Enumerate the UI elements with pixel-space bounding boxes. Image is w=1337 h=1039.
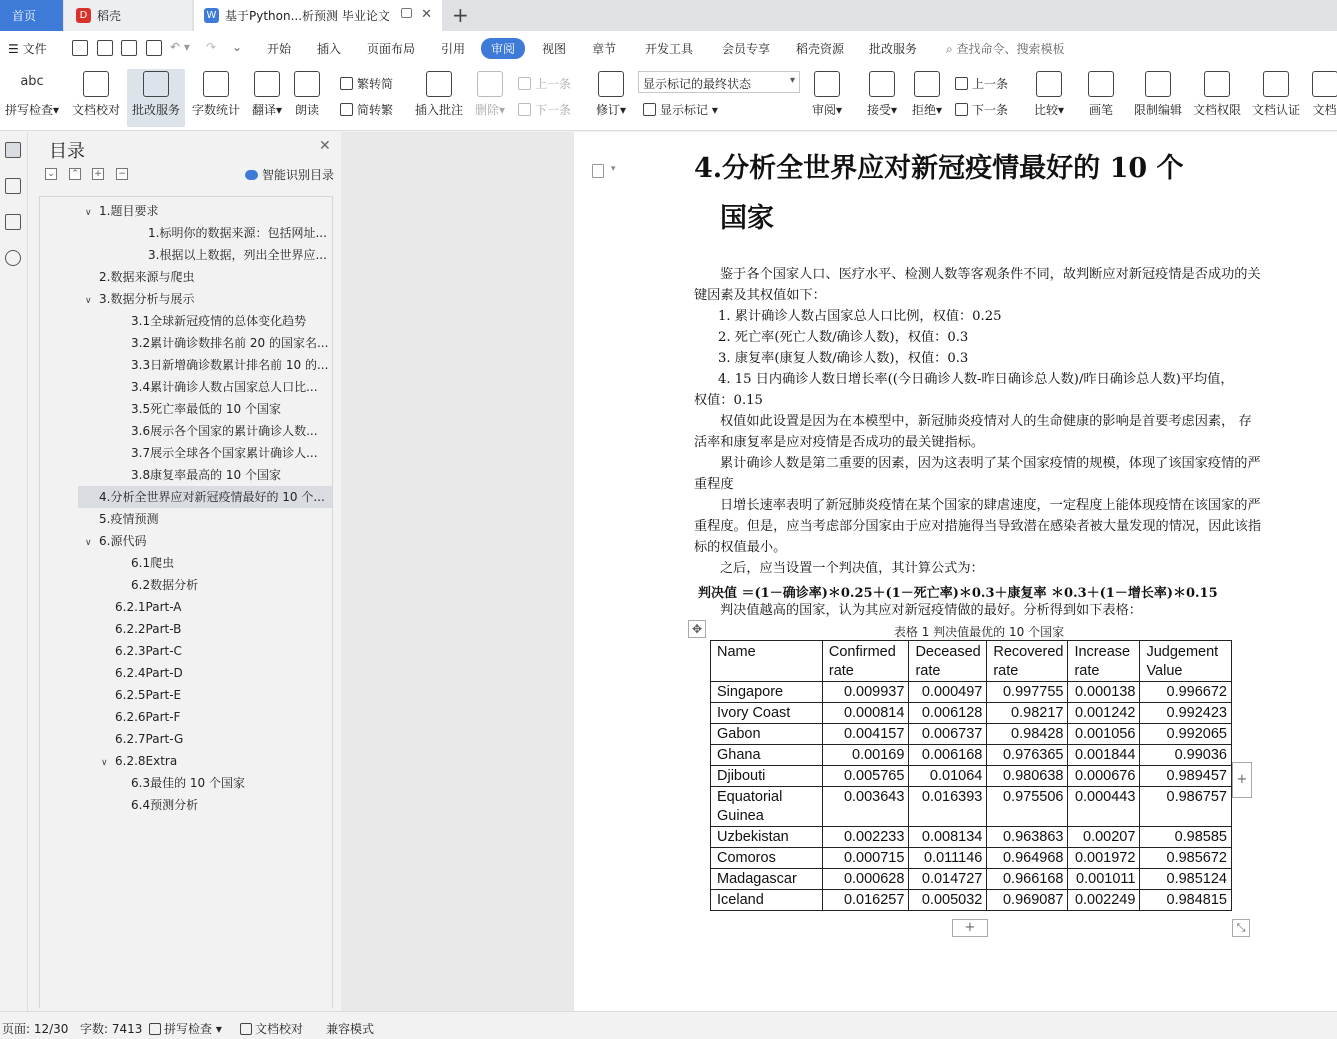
toc-list bbox=[39, 196, 333, 1008]
reject-icon bbox=[914, 71, 940, 97]
table-row bbox=[711, 827, 1232, 848]
cell-country[interactable]: Ivory Coast bbox=[711, 703, 823, 724]
doc-proof-button[interactable] bbox=[70, 69, 122, 127]
print-preview-icon[interactable] bbox=[146, 40, 162, 56]
cell-value[interactable]: 0.001972 bbox=[1068, 848, 1140, 869]
doc-more-button[interactable] bbox=[1312, 69, 1337, 127]
add-row-button[interactable]: + bbox=[952, 919, 988, 937]
trad-to-simp-icon bbox=[340, 77, 353, 90]
bookmark-icon[interactable] bbox=[5, 214, 21, 230]
prev-comment-label: 上一条 bbox=[535, 77, 572, 91]
show-markup-button[interactable]: 显示标记 ▾ bbox=[643, 101, 718, 118]
cell-value[interactable]: 0.985124 bbox=[1140, 869, 1232, 890]
cell-country[interactable]: Madagascar bbox=[711, 869, 823, 890]
cell-value[interactable]: 0.002233 bbox=[822, 827, 909, 848]
toc-item[interactable]: 3.8康复率最高的 10 个国家 bbox=[131, 468, 281, 482]
doc-more-icon bbox=[1312, 71, 1337, 97]
toc-item[interactable]: 3.2累计确诊数排名前 20 的国家名... bbox=[131, 336, 329, 350]
tab-document-label: 基于Python...析预测 毕业论文 bbox=[225, 9, 390, 23]
table-row bbox=[711, 682, 1232, 703]
toc-item[interactable]: 3.6展示各个国家的累计确诊人数... bbox=[131, 424, 318, 438]
toc-title: 目录 bbox=[49, 141, 85, 162]
paragraph-growth: 日增长速率表明了新冠肺炎疫情在某个国家的肆虐速度，一定程度上能体现疫情在该国家的严重程度。但是，应当考虑部分国家由于应对措施得当导致潜在感染者被大量发现的情况，因此该指标的权值最小。 bbox=[694, 498, 1262, 555]
word-count-label: 字数统计 bbox=[191, 103, 240, 117]
file-menu[interactable] bbox=[8, 40, 47, 57]
review-service-button[interactable] bbox=[127, 69, 185, 127]
cell-value[interactable]: 0.01064 bbox=[909, 766, 987, 787]
proof-icon bbox=[240, 1023, 252, 1035]
toc-item[interactable]: 6.2.4Part-D bbox=[115, 666, 183, 680]
cell-value[interactable]: 0.005765 bbox=[822, 766, 909, 787]
command-search-placeholder: 查找命令、搜索模板 bbox=[956, 42, 1065, 56]
menu-insert[interactable]: 插入 bbox=[317, 42, 342, 56]
list-item-3: 3. 康复率(康复人数/确诊人数)，权值：0.3 bbox=[718, 351, 969, 366]
tab-bar bbox=[0, 0, 1337, 31]
doc-rights-button[interactable] bbox=[1192, 69, 1242, 127]
cell-value[interactable]: 0.006168 bbox=[909, 745, 987, 766]
spell-check-label: 拼写检查 bbox=[4, 103, 53, 117]
trad-to-simp-button[interactable] bbox=[340, 75, 393, 92]
header-judgement: Judgement Value bbox=[1140, 641, 1232, 682]
smart-toc-label: 智能识别目录 bbox=[262, 168, 335, 182]
restrict-edit-button[interactable] bbox=[1133, 69, 1183, 127]
find-icon[interactable] bbox=[5, 250, 21, 266]
tab-docer-label: 稻壳 bbox=[97, 9, 122, 23]
reject-button[interactable]: 拒绝▾ bbox=[909, 69, 945, 127]
review-pane-label: 审阅 bbox=[811, 103, 836, 117]
caret-icon[interactable]: ∨ bbox=[85, 538, 92, 548]
header-recovered: Recovered rate bbox=[987, 641, 1068, 682]
menu-chapter[interactable]: 章节 bbox=[592, 42, 617, 56]
track-changes-label: 修订 bbox=[595, 103, 620, 117]
heading-line-2: 国家 bbox=[720, 203, 774, 234]
pen-button[interactable] bbox=[1086, 69, 1116, 127]
navigation-icon[interactable] bbox=[5, 178, 21, 194]
table-resize-handle[interactable]: ⤡ bbox=[1232, 919, 1250, 937]
toc-item[interactable]: ∨ 3.数据分析与展示 bbox=[43, 288, 331, 310]
list-item-1: 1. 累计确诊人数占国家总人口比例，权值：0.25 bbox=[718, 309, 1002, 324]
review-service-label: 批改服务 bbox=[131, 103, 180, 117]
close-tab-icon[interactable]: ✕ bbox=[421, 7, 432, 22]
cell-value[interactable]: 0.002249 bbox=[1068, 890, 1140, 911]
toc-item[interactable]: 2.数据来源与爬虫 bbox=[99, 270, 195, 284]
table-row bbox=[711, 848, 1232, 869]
next-change-icon bbox=[955, 103, 968, 116]
cell-country[interactable]: Singapore bbox=[711, 682, 823, 703]
cell-value[interactable]: 0.000715 bbox=[822, 848, 909, 869]
add-column-button[interactable]: + bbox=[1232, 762, 1252, 798]
cell-value[interactable]: 0.997755 bbox=[987, 682, 1068, 703]
prev-change-icon bbox=[955, 77, 968, 90]
pen-icon bbox=[1088, 71, 1114, 97]
table-body bbox=[711, 682, 1232, 911]
cell-value[interactable]: 0.009937 bbox=[822, 682, 909, 703]
results-table[interactable] bbox=[710, 640, 1232, 911]
cell-value[interactable]: 0.966168 bbox=[987, 869, 1068, 890]
cell-value[interactable]: 0.000628 bbox=[822, 869, 909, 890]
menu-review[interactable]: 审阅 bbox=[481, 38, 525, 59]
close-icon[interactable]: ✕ bbox=[319, 138, 331, 154]
cell-value[interactable]: 0.992423 bbox=[1140, 703, 1232, 724]
menu-start[interactable]: 开始 bbox=[267, 42, 292, 56]
smart-toc-icon bbox=[245, 170, 258, 180]
paragraph-judgement: 之后，应当设置一个判决值，其计算公式为： bbox=[720, 561, 984, 576]
collapse-all-icon[interactable]: ⌃ bbox=[69, 168, 81, 180]
cell-country[interactable]: Djibouti bbox=[711, 766, 823, 787]
cell-value[interactable]: 0.008134 bbox=[909, 827, 987, 848]
cell-value[interactable]: 0.011146 bbox=[909, 848, 987, 869]
toc-item[interactable]: 3.4累计确诊人数占国家总人口比... bbox=[131, 380, 318, 394]
next-comment-button[interactable] bbox=[518, 101, 571, 118]
doc-proof-label: 文档校对 bbox=[71, 103, 120, 117]
cell-value[interactable]: 0.006128 bbox=[909, 703, 987, 724]
caret-icon[interactable]: ∨ bbox=[85, 296, 92, 306]
prev-change-button[interactable] bbox=[955, 75, 1008, 92]
cell-value[interactable]: 0.00207 bbox=[1068, 827, 1140, 848]
restrict-edit-label: 限制编辑 bbox=[1133, 103, 1182, 117]
caret-icon[interactable]: ∨ bbox=[101, 758, 108, 768]
cell-value[interactable]: 0.969087 bbox=[987, 890, 1068, 911]
status-bar bbox=[0, 1011, 1337, 1039]
checkbox-icon bbox=[149, 1023, 161, 1035]
word-count-button[interactable] bbox=[190, 69, 242, 127]
toc-item[interactable]: 6.1爬虫 bbox=[131, 556, 175, 570]
menu-view[interactable]: 视图 bbox=[542, 42, 567, 56]
save-icon[interactable] bbox=[72, 40, 88, 56]
tab-document[interactable] bbox=[194, 0, 442, 31]
document-page[interactable] bbox=[574, 132, 1337, 1011]
cell-country[interactable]: Ghana bbox=[711, 745, 823, 766]
toc-item[interactable]: ∨ 1.题目要求 bbox=[43, 200, 331, 222]
undo-icon[interactable]: ↶ ▾ bbox=[170, 40, 190, 54]
list-item-2: 2. 死亡率(死亡人数/确诊人数)，权值：0.3 bbox=[718, 330, 969, 345]
doc-certify-icon bbox=[1263, 71, 1289, 97]
page-indicator[interactable]: 页面: 12/30 bbox=[2, 1022, 69, 1036]
cell-value[interactable]: 0.975506 bbox=[987, 787, 1068, 827]
trad-to-simp-label: 繁转简 bbox=[357, 77, 394, 91]
toc-item-selected[interactable]: 4.分析全世界应对新冠疫情最好的 10 个... bbox=[78, 486, 332, 508]
table-header-row bbox=[711, 641, 1232, 682]
cell-value[interactable]: 0.000443 bbox=[1068, 787, 1140, 827]
cell-country[interactable]: Uzbekistan bbox=[711, 827, 823, 848]
doc-proof-icon bbox=[83, 71, 109, 97]
quick-access-more-icon[interactable]: ⌄ bbox=[232, 40, 243, 54]
word-count[interactable]: 字数: 7413 bbox=[80, 1022, 143, 1036]
table-caption: 表格 1 判决值最优的 10 个国家 bbox=[893, 625, 1065, 639]
simp-to-trad-label: 简转繁 bbox=[357, 103, 394, 117]
toc-item[interactable]: 6.2.6Part-F bbox=[115, 710, 181, 724]
cell-value[interactable]: 0.963863 bbox=[987, 827, 1068, 848]
next-comment-icon bbox=[518, 103, 531, 116]
header-deceased: Deceased rate bbox=[909, 641, 987, 682]
read-aloud-label: 朗读 bbox=[294, 103, 319, 117]
prev-comment-icon bbox=[518, 77, 531, 90]
status-spell-check[interactable]: 拼写检查 ▾ bbox=[149, 1020, 222, 1037]
toc-item[interactable]: 1.标明你的数据来源：包括网址... bbox=[148, 226, 327, 240]
page-nav-icon[interactable] bbox=[592, 164, 604, 178]
cell-value[interactable]: 0.001242 bbox=[1068, 703, 1140, 724]
compare-label: 比较 bbox=[1033, 103, 1058, 117]
add-level-icon[interactable]: + bbox=[92, 168, 104, 180]
doc-more-label: 文档 bbox=[1312, 103, 1337, 117]
menu-docer-resources[interactable]: 稻壳资源 bbox=[796, 42, 845, 56]
menu-references[interactable]: 引用 bbox=[441, 42, 466, 56]
cell-value[interactable]: 0.976365 bbox=[987, 745, 1068, 766]
doc-certify-button[interactable] bbox=[1251, 69, 1301, 127]
spell-check-button[interactable]: abc 拼写检查▾ bbox=[4, 69, 60, 127]
compare-button[interactable]: 比较▾ bbox=[1031, 69, 1067, 127]
toc-item[interactable]: 3.3日新增确诊数累计排名前 10 的... bbox=[131, 358, 329, 372]
cell-value[interactable]: 0.000138 bbox=[1068, 682, 1140, 703]
spell-check-icon: abc bbox=[20, 74, 44, 89]
menu-page-layout[interactable]: 页面布局 bbox=[367, 42, 416, 56]
cell-country[interactable]: Equatorial Guinea bbox=[711, 787, 823, 827]
formula: 判决值 ＝(1－确诊率)＊0.25＋(1－死亡率)＊0.3＋康复率 ＊0.3＋(1－增长率)＊0.15 bbox=[698, 586, 1218, 601]
tab-docer[interactable] bbox=[64, 0, 192, 31]
header-increase: Increase rate bbox=[1068, 641, 1140, 682]
pin-icon[interactable] bbox=[401, 8, 412, 18]
restrict-edit-icon bbox=[1145, 71, 1171, 97]
translate-label: 翻译 bbox=[251, 103, 276, 117]
cell-value[interactable]: 0.016393 bbox=[909, 787, 987, 827]
toc-item[interactable]: 6.4预测分析 bbox=[131, 798, 199, 812]
insert-comment-button[interactable] bbox=[413, 69, 465, 127]
toc-item[interactable]: 6.2.5Part-E bbox=[115, 688, 182, 702]
simp-to-trad-button[interactable] bbox=[340, 101, 393, 118]
menu-review-service[interactable]: 批改服务 bbox=[869, 42, 918, 56]
command-search[interactable] bbox=[946, 40, 1065, 57]
read-aloud-button[interactable] bbox=[292, 69, 322, 127]
ribbon-review bbox=[0, 65, 1337, 131]
toc-item[interactable]: 6.2.3Part-C bbox=[115, 644, 182, 658]
toc-item[interactable]: 3.7展示全球各个国家累计确诊人... bbox=[131, 446, 318, 460]
delete-comment-icon bbox=[477, 71, 503, 97]
smart-toc-button[interactable] bbox=[245, 166, 334, 183]
cell-value[interactable]: 0.985672 bbox=[1140, 848, 1232, 869]
new-tab-button[interactable]: + bbox=[452, 3, 469, 27]
doc-rights-icon bbox=[1204, 71, 1230, 97]
file-menu-label: 文件 bbox=[22, 42, 47, 56]
prev-change-label: 上一条 bbox=[972, 77, 1009, 91]
read-aloud-icon bbox=[294, 71, 320, 97]
review-pane-button[interactable]: 审阅▾ bbox=[809, 69, 845, 127]
toc-item[interactable]: 6.2数据分析 bbox=[131, 578, 199, 592]
toc-item[interactable]: 6.2.7Part-G bbox=[115, 732, 184, 746]
paragraph-confirmed: 累计确诊人数是第二重要的因素，因为这表明了某个国家疫情的规模，体现了该国家疫情的严重程度 bbox=[694, 456, 1261, 492]
show-markup-icon bbox=[643, 103, 656, 116]
cell-value[interactable]: 0.014727 bbox=[909, 869, 987, 890]
remove-level-icon[interactable]: − bbox=[116, 168, 128, 180]
delete-comment-button[interactable]: 删除▾ bbox=[472, 69, 508, 127]
tab-home-label: 首页 bbox=[12, 9, 37, 23]
translate-button[interactable]: 翻译▾ bbox=[250, 69, 284, 127]
cell-value[interactable]: 0.000497 bbox=[909, 682, 987, 703]
search-icon: ⌕ bbox=[946, 42, 957, 56]
next-comment-label: 下一条 bbox=[535, 103, 572, 117]
table-row bbox=[711, 745, 1232, 766]
cell-country[interactable]: Gabon bbox=[711, 724, 823, 745]
toc-item[interactable]: 6.2.2Part-B bbox=[115, 622, 182, 636]
accept-icon bbox=[869, 71, 895, 97]
print-icon[interactable] bbox=[121, 40, 137, 56]
cell-value[interactable]: 0.001011 bbox=[1068, 869, 1140, 890]
insert-comment-label: 插入批注 bbox=[414, 103, 463, 117]
heading-line-1: 4.分析全世界应对新冠疫情最好的 10 个 bbox=[694, 153, 1184, 184]
hamburger-icon: ☰ bbox=[8, 42, 23, 56]
toc-item[interactable]: 6.3最佳的 10 个国家 bbox=[131, 776, 245, 790]
cell-value[interactable]: 0.992065 bbox=[1140, 724, 1232, 745]
word-count-icon bbox=[203, 71, 229, 97]
menu-developer[interactable]: 开发工具 bbox=[645, 42, 694, 56]
cell-value[interactable]: 0.98428 bbox=[987, 724, 1068, 745]
section-heading bbox=[694, 144, 1264, 244]
list-item-4: 4. 15 日内确诊人数日增长率((今日确诊人数-昨日确诊总人数)/昨日确诊总人数)平均值， bbox=[718, 372, 1234, 387]
chevron-down-icon[interactable]: ▾ bbox=[611, 164, 616, 174]
header-confirmed: Confirmed rate bbox=[822, 641, 909, 682]
review-service-icon bbox=[143, 71, 169, 97]
compare-icon bbox=[1036, 71, 1062, 97]
toc-item[interactable]: ∨ 6.2.8Extra bbox=[43, 750, 331, 772]
cell-value[interactable]: 0.989457 bbox=[1140, 766, 1232, 787]
cell-value[interactable]: 0.99036 bbox=[1140, 745, 1232, 766]
cell-value[interactable]: 0.001844 bbox=[1068, 745, 1140, 766]
paragraph-weights: 权值如此设置是因为在本模型中，新冠肺炎疫情对人的生命健康的影响是首要考虑因素， 存活率和康复率是应对疫情是否成功的最关键指标。 bbox=[694, 414, 1252, 450]
show-markup-label: 显示标记 bbox=[660, 103, 709, 117]
cell-value[interactable]: 0.005032 bbox=[909, 890, 987, 911]
compat-mode: 兼容模式 bbox=[326, 1022, 375, 1036]
cell-country[interactable]: Comoros bbox=[711, 848, 823, 869]
table-row bbox=[711, 869, 1232, 890]
toc-panel-icon[interactable] bbox=[5, 142, 21, 158]
cell-value[interactable]: 0.004157 bbox=[822, 724, 909, 745]
cell-value[interactable]: 0.986757 bbox=[1140, 787, 1232, 827]
accept-button[interactable]: 接受▾ bbox=[864, 69, 900, 127]
simp-to-trad-icon bbox=[340, 103, 353, 116]
table-row bbox=[711, 890, 1232, 911]
toc-item[interactable]: 6.2.1Part-A bbox=[115, 600, 182, 614]
next-change-label: 下一条 bbox=[972, 103, 1009, 117]
cell-value[interactable]: 0.000676 bbox=[1068, 766, 1140, 787]
writer-icon: W bbox=[204, 8, 219, 23]
cell-value[interactable]: 0.006737 bbox=[909, 724, 987, 745]
translate-icon bbox=[254, 71, 280, 97]
cell-value[interactable]: 0.964968 bbox=[987, 848, 1068, 869]
list-item-4-cont: 权值：0.15 bbox=[694, 393, 763, 408]
cell-value[interactable]: 0.001056 bbox=[1068, 724, 1140, 745]
table-row bbox=[711, 724, 1232, 745]
cell-value[interactable]: 0.984815 bbox=[1140, 890, 1232, 911]
paragraph-intro: 鉴于各个国家人口、医疗水平、检测人数等客观条件不同，故判断应对新冠疫情是否成功的关键因素及其权值如下： bbox=[694, 267, 1261, 303]
reject-label: 拒绝 bbox=[911, 103, 936, 117]
redo-icon[interactable]: ↷ bbox=[206, 40, 217, 54]
cell-value[interactable]: 0.003643 bbox=[822, 787, 909, 827]
display-state-select[interactable]: 显示标记的最终状态 ▾ bbox=[638, 71, 800, 93]
cell-value[interactable]: 0.016257 bbox=[822, 890, 909, 911]
cell-value[interactable]: 0.980638 bbox=[987, 766, 1068, 787]
toc-item[interactable]: 3.根据以上数据，列出全世界应... bbox=[148, 248, 327, 262]
menu-member[interactable]: 会员专享 bbox=[722, 42, 771, 56]
cell-value[interactable]: 0.000814 bbox=[822, 703, 909, 724]
paragraph-result: 判决值越高的国家，认为其应对新冠疫情做的最好。分析得到如下表格： bbox=[720, 603, 1142, 618]
track-changes-button[interactable]: 修订▾ bbox=[593, 69, 629, 127]
expand-all-icon[interactable]: ⌄ bbox=[45, 168, 57, 180]
next-change-button[interactable] bbox=[955, 101, 1008, 118]
tab-home[interactable] bbox=[0, 0, 63, 31]
insert-comment-icon bbox=[426, 71, 452, 97]
toc-item[interactable]: 3.5死亡率最低的 10 个国家 bbox=[131, 402, 281, 416]
delete-comment-label: 删除 bbox=[474, 103, 499, 117]
docer-icon: D bbox=[76, 8, 91, 23]
toc-panel bbox=[29, 132, 341, 1011]
doc-rights-label: 文档权限 bbox=[1192, 103, 1241, 117]
header-name: Name bbox=[711, 641, 823, 682]
cell-country[interactable]: Iceland bbox=[711, 890, 823, 911]
caret-icon[interactable]: ∨ bbox=[85, 208, 92, 218]
prev-comment-button[interactable] bbox=[518, 75, 571, 92]
cell-value[interactable]: 0.00169 bbox=[822, 745, 909, 766]
cell-value[interactable]: 0.996672 bbox=[1140, 682, 1232, 703]
table-row bbox=[711, 787, 1232, 827]
cell-value[interactable]: 0.98217 bbox=[987, 703, 1068, 724]
track-changes-icon bbox=[598, 71, 624, 97]
review-pane-icon bbox=[814, 71, 840, 97]
doc-certify-label: 文档认证 bbox=[1251, 103, 1300, 117]
toc-item[interactable]: 3.1全球新冠疫情的总体变化趋势 bbox=[131, 314, 307, 328]
accept-label: 接受 bbox=[866, 103, 891, 117]
pen-label: 画笔 bbox=[1088, 103, 1113, 117]
left-tool-strip bbox=[0, 132, 28, 1011]
table-row bbox=[711, 766, 1232, 787]
status-doc-proof[interactable]: 文档校对 bbox=[240, 1020, 303, 1037]
export-pdf-icon[interactable] bbox=[97, 40, 113, 56]
menu-bar bbox=[0, 31, 1337, 65]
table-row bbox=[711, 703, 1232, 724]
toc-item[interactable]: 5.疫情预测 bbox=[99, 512, 159, 526]
table-move-handle[interactable]: ✥ bbox=[688, 620, 706, 638]
toc-item[interactable]: ∨ 6.源代码 bbox=[43, 530, 331, 552]
cell-value[interactable]: 0.98585 bbox=[1140, 827, 1232, 848]
